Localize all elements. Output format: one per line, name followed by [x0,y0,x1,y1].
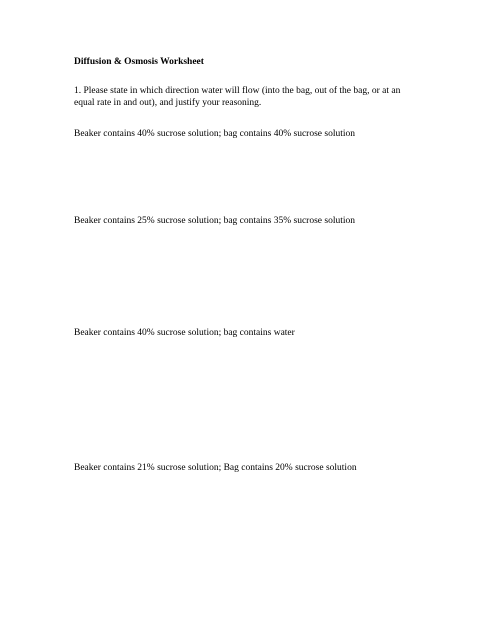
scenario-2: Beaker contains 25% sucrose solution; bag contains 35% sucrose solution [74,216,355,226]
scenario-1: Beaker contains 40% sucrose solution; bag contains 40% sucrose solution [74,129,355,139]
scenario-4: Beaker contains 21% sucrose solution; Bag contains 20% sucrose solution [74,463,357,473]
worksheet-title: Diffusion & Osmosis Worksheet [74,57,204,67]
question-1 [74,85,424,109]
question-line-1: 1. Please state in which direction water will flow (into the bag, out of the bag, or at an [74,86,401,96]
scenario-3: Beaker contains 40% sucrose solution; bag contains water [74,328,295,338]
question-line-2: equal rate in and out), and justify your reasoning. [74,98,262,108]
